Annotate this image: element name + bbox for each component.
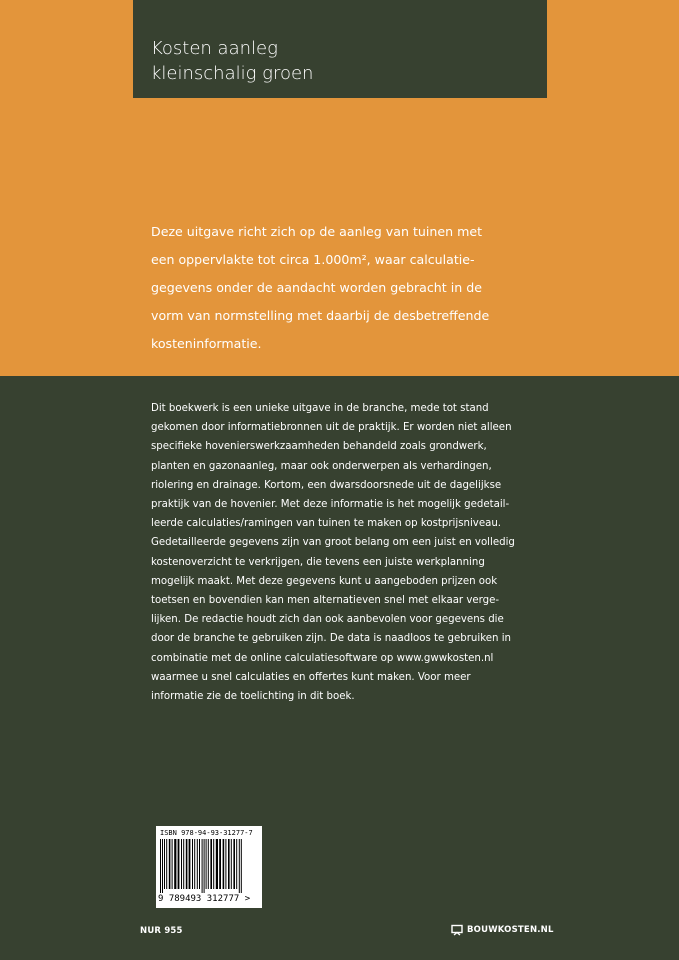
description-line: riolering en drainage. Kortom, een dwarsdoorsnede uit de dagelijkse xyxy=(151,479,502,491)
intro-line: gegevens onder de aandacht worden gebracht in de xyxy=(151,280,482,295)
description-line: kostenoverzicht te verkrijgen, die tevens een juiste werkplanning xyxy=(151,556,485,568)
description-line: informatie zie de toelichting in dit boek. xyxy=(151,691,355,703)
title-box xyxy=(133,0,547,98)
description-line: planten en gazonaanleg, maar ook onderwerpen als verhardingen, xyxy=(151,460,492,472)
description-line: door de branche te gebruiken zijn. De data is naadloos te gebruiken in xyxy=(151,633,511,645)
title-line: kleinschalig groen xyxy=(151,63,314,84)
nur-code: NUR 955 xyxy=(140,926,183,936)
isbn-number: ISBN 978-94-93-31277-7 xyxy=(160,829,253,837)
barcode-bars xyxy=(160,839,258,893)
description-line: Dit boekwerk is een unieke uitgave in de branche, mede tot stand xyxy=(151,403,489,414)
description-line: waarmee u snel calculaties en offertes kunt maken. Voor meer xyxy=(151,671,471,683)
title-line: Kosten aanleg xyxy=(151,38,278,59)
book-title xyxy=(151,36,313,86)
barcode-digits: 9 789493 312777 > xyxy=(158,894,251,904)
description-line: Gedetailleerde gegevens zijn van groot belang om een juist en volledig xyxy=(151,537,515,549)
bouwkosten-logo-icon xyxy=(451,924,463,936)
description-line: combinatie met de online calculatiesoftware op www.gwwkosten.nl xyxy=(151,652,494,664)
description-text xyxy=(151,399,551,706)
description-line: lijken. De redactie houdt zich dan ook aanbevolen voor gegevens die xyxy=(151,614,504,626)
description-line: leerde calculaties/ramingen van tuinen te maken op kostprijsniveau. xyxy=(151,518,502,530)
intro-text xyxy=(151,218,551,358)
intro-line: kosteninformatie. xyxy=(151,336,262,351)
intro-line: vorm van normstelling met daarbij de desbetreffende xyxy=(151,308,490,323)
description-line: specifieke hovenierswerkzaamheden behandeld zoals grondwerk, xyxy=(151,441,487,453)
intro-line: Deze uitgave richt zich op de aanleg van tuinen met xyxy=(151,224,483,239)
description-line: toetsen en bovendien kan men alternatieven snel met elkaar verge- xyxy=(151,595,500,607)
publisher-brand xyxy=(451,924,554,936)
description-line: mogelijk maakt. Met deze gegevens kunt u aangeboden prijzen ook xyxy=(151,575,498,587)
publisher-name: BOUWKOSTEN.NL xyxy=(467,925,554,935)
top-orange-panel xyxy=(0,0,679,376)
intro-line: een oppervlakte tot circa 1.000m², waar calculatie- xyxy=(151,252,475,267)
description-line: gekomen door informatiebronnen uit de praktijk. Er worden niet alleen xyxy=(151,422,512,434)
description-line: praktijk van de hovenier. Met deze informatie is het mogelijk gedetail- xyxy=(151,499,510,511)
isbn-barcode xyxy=(156,826,262,908)
